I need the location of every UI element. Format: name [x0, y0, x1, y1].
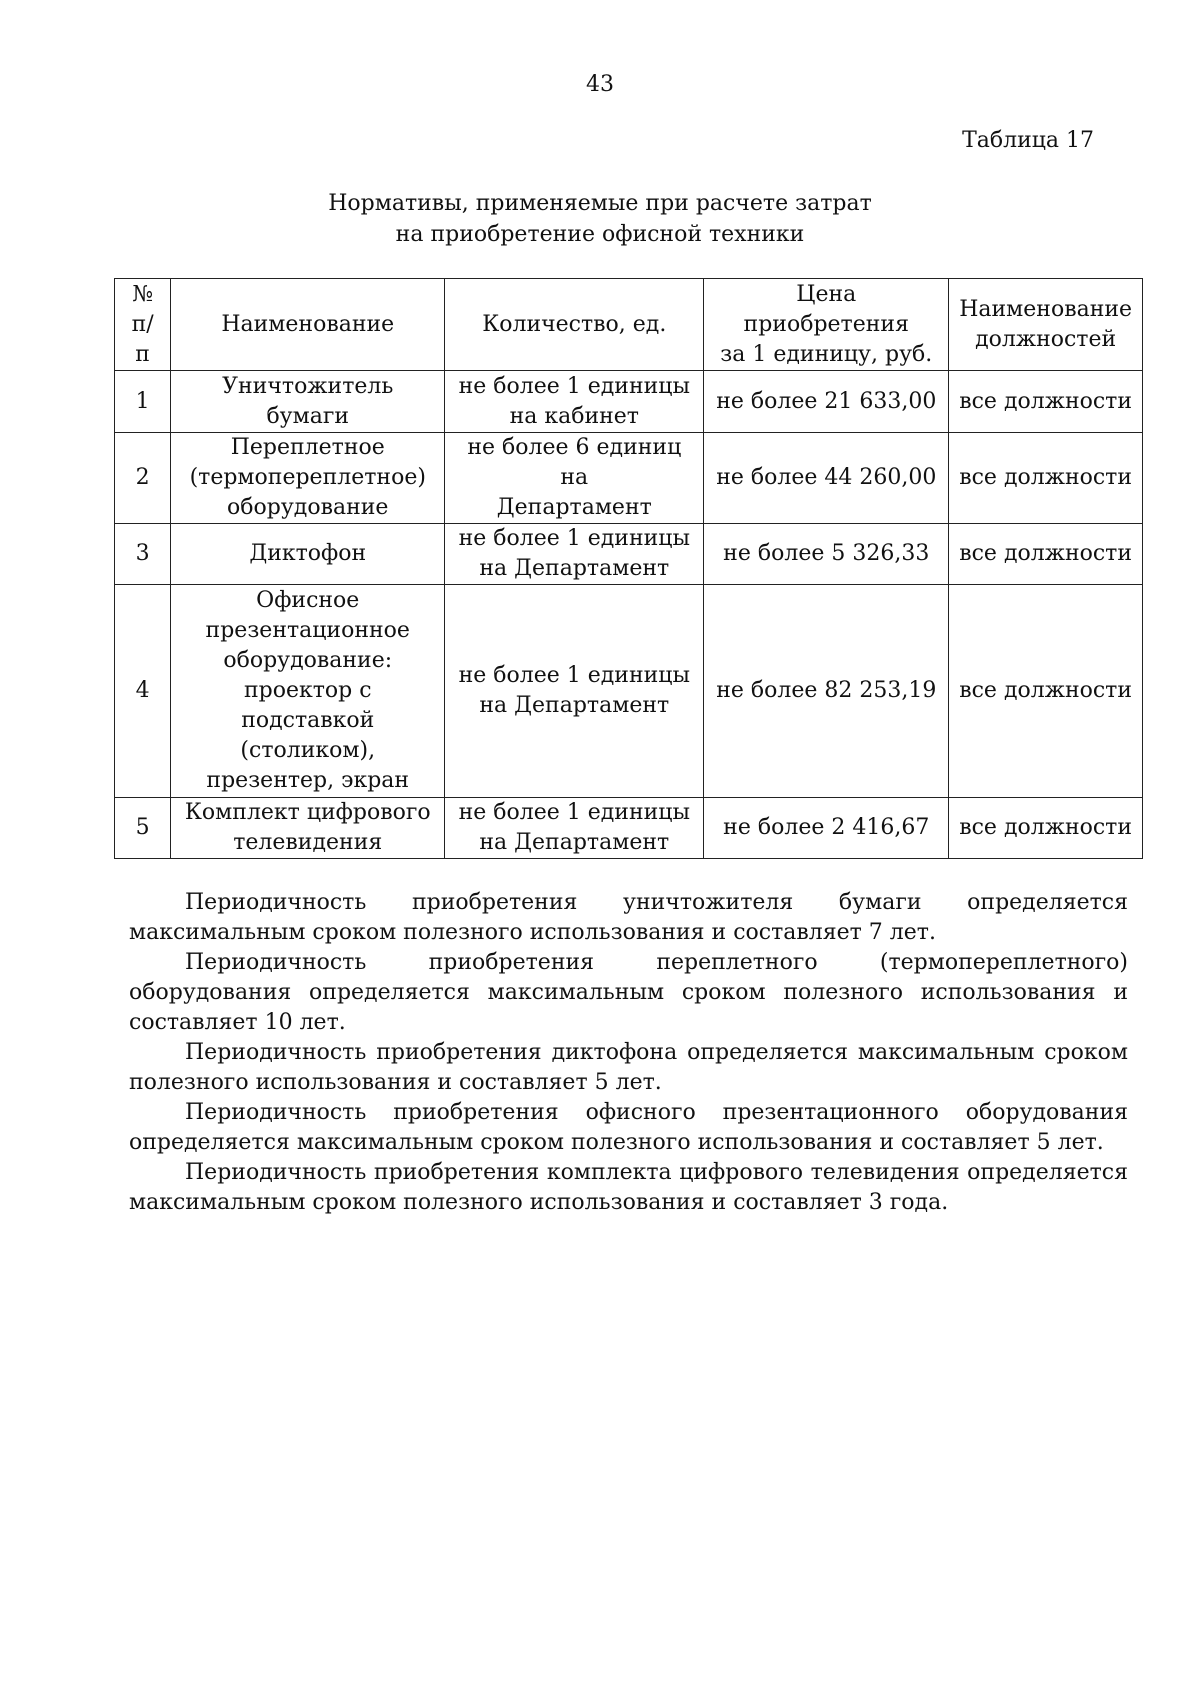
- paragraph: Периодичность приобретения комплекта цифрового телевидения определяется максимальным сроком полезного использования и составляет 3 года.: [129, 1160, 1128, 1215]
- cell-number: 2: [115, 433, 171, 524]
- cell-number: 5: [115, 798, 171, 859]
- header-quantity: Количество, ед.: [445, 279, 704, 371]
- cell-positions: все должности: [949, 524, 1143, 585]
- cell-name: Офисное презентационное оборудование: проектор с подставкой (столиком), презентер, экран: [171, 585, 445, 798]
- document-title: [0, 188, 1200, 250]
- cell-number: 4: [115, 585, 171, 798]
- header-number: № п/ п: [115, 279, 171, 371]
- paragraph: Периодичность приобретения переплетного (термопереплетного) оборудования определяется максимальным сроком полезного использования и составляет 10 лет.: [129, 950, 1128, 1035]
- cell-positions: все должности: [949, 433, 1143, 524]
- document-title-line-2: на приобретение офисной техники: [395, 222, 805, 247]
- cell-price: не более 44 260,00: [704, 433, 949, 524]
- header-price: Цена приобретения за 1 единицу, руб.: [704, 279, 949, 371]
- cell-number: 1: [115, 371, 171, 433]
- table-label: Таблица 17: [962, 128, 1094, 153]
- cell-name: Переплетное (термопереплетное) оборудование: [171, 433, 445, 524]
- table-row: [115, 585, 1143, 798]
- cell-price: не более 21 633,00: [704, 371, 949, 433]
- cell-name: Комплект цифрового телевидения: [171, 798, 445, 859]
- norms-table: [114, 278, 1143, 859]
- cell-name: Уничтожитель бумаги: [171, 371, 445, 433]
- cell-quantity: не более 1 единицы на Департамент: [445, 585, 704, 798]
- cell-positions: все должности: [949, 798, 1143, 859]
- paragraph: Периодичность приобретения диктофона определяется максимальным сроком полезного использования и составляет 5 лет.: [129, 1040, 1128, 1095]
- document-title-line-1: Нормативы, применяемые при расчете затрат: [328, 191, 872, 216]
- cell-quantity: не более 1 единицы на Департамент: [445, 798, 704, 859]
- cell-price: не более 2 416,67: [704, 798, 949, 859]
- header-positions: Наименование должностей: [949, 279, 1143, 371]
- table-row: [115, 798, 1143, 859]
- table-header-row: [115, 279, 1143, 371]
- page-number: 43: [586, 72, 614, 97]
- cell-positions: все должности: [949, 371, 1143, 433]
- paragraph: Периодичность приобретения уничтожителя бумаги определяется максимальным сроком полезного использования и составляет 7 лет.: [129, 890, 1128, 945]
- cell-number: 3: [115, 524, 171, 585]
- cell-price: не более 5 326,33: [704, 524, 949, 585]
- header-name: Наименование: [171, 279, 445, 371]
- paragraph: Периодичность приобретения офисного презентационного оборудования определяется максимальным сроком полезного использования и составляет 5 лет.: [129, 1100, 1128, 1155]
- table-row: [115, 433, 1143, 524]
- cell-quantity: не более 1 единицы на кабинет: [445, 371, 704, 433]
- cell-quantity: не более 1 единицы на Департамент: [445, 524, 704, 585]
- cell-positions: все должности: [949, 585, 1143, 798]
- table-row: [115, 371, 1143, 433]
- body-text: [129, 888, 1128, 1218]
- cell-price: не более 82 253,19: [704, 585, 949, 798]
- table-row: [115, 524, 1143, 585]
- cell-quantity: не более 6 единиц на Департамент: [445, 433, 704, 524]
- cell-name: Диктофон: [171, 524, 445, 585]
